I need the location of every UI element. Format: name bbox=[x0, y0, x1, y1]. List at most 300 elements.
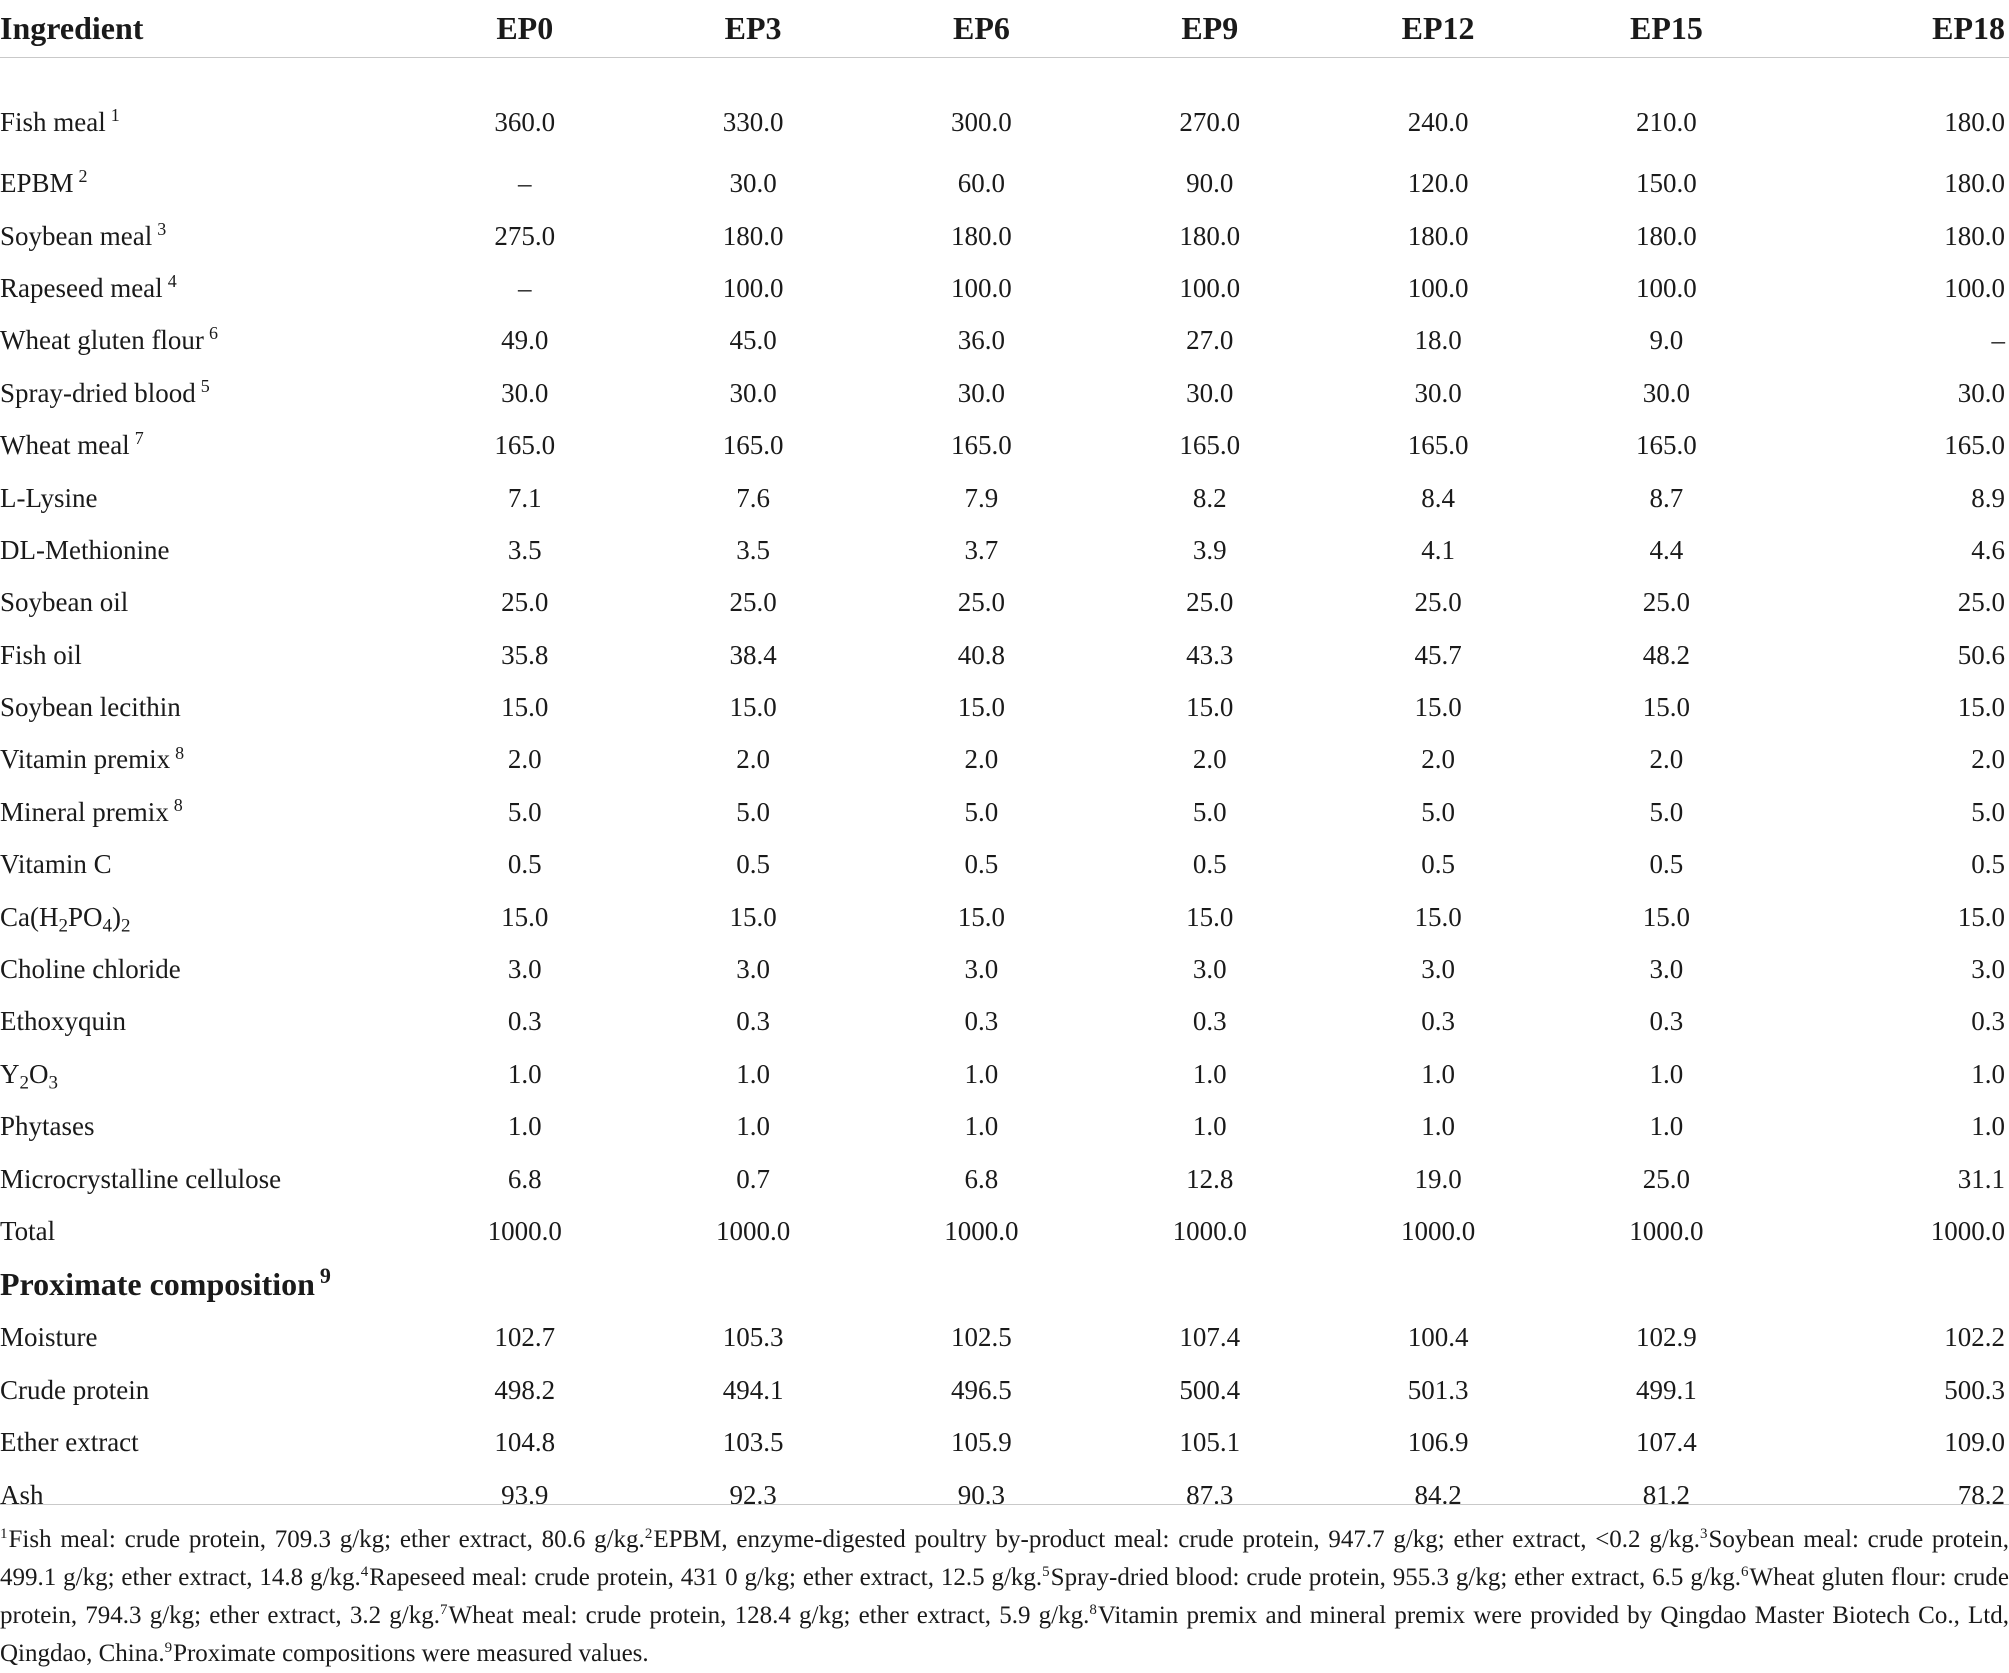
cell-value: 500.4 bbox=[1179, 1374, 1241, 1405]
cell-value: 180.0 bbox=[1944, 220, 2005, 251]
footnote-text: Vitamin premix and mineral premix were provided by Qingdao Master Biotech Co., Ltd, Qingdao, China. bbox=[0, 1602, 2009, 1667]
row-label-text: Ash bbox=[0, 1479, 44, 1510]
cell-value: 1000.0 bbox=[487, 1216, 562, 1246]
table-row bbox=[0, 1101, 2009, 1153]
table-row bbox=[0, 315, 2009, 367]
cell-value: 45.7 bbox=[1414, 639, 1462, 670]
cell-value: 30.0 bbox=[1957, 377, 2005, 408]
cell-value: 3.0 bbox=[1971, 954, 2005, 985]
footnote-text: Fish meal: crude protein, 709.3 g/kg; ether extract, 80.6 g/kg. bbox=[8, 1526, 645, 1553]
row-label-text: L-Lysine bbox=[0, 482, 98, 513]
footnote-text: Proximate compositions were measured values. bbox=[173, 1640, 649, 1667]
cell-value: 25.0 bbox=[1642, 1163, 1691, 1194]
footnote bbox=[165, 1640, 649, 1667]
cell-value: 120.0 bbox=[1407, 168, 1469, 199]
cell-value: 1.0 bbox=[1421, 1058, 1455, 1089]
formula-part: PO bbox=[67, 901, 103, 932]
cell-value: 2.0 bbox=[964, 744, 999, 775]
row-label-text: Fish meal bbox=[0, 107, 106, 138]
cell-value: 43.3 bbox=[1186, 639, 1234, 670]
cell-value: 1000.0 bbox=[944, 1216, 1019, 1246]
cell-value: 45.0 bbox=[729, 325, 777, 356]
cell-value: 498.2 bbox=[494, 1374, 556, 1405]
cell-value: 2.0 bbox=[736, 744, 770, 775]
cell-value: 5.0 bbox=[1971, 796, 2005, 827]
cell-value: 165.0 bbox=[1636, 430, 1697, 461]
cell-value: 3.5 bbox=[736, 534, 770, 565]
cell-value: 25.0 bbox=[1186, 587, 1234, 618]
cell-value: 38.4 bbox=[729, 639, 777, 670]
cell-value: 496.5 bbox=[951, 1374, 1012, 1405]
cell-value: 92.3 bbox=[729, 1479, 777, 1510]
cell-value: 78.2 bbox=[1957, 1479, 2005, 1510]
table-row bbox=[0, 943, 2009, 995]
row-label-text: Wheat gluten flour bbox=[0, 325, 204, 356]
table-row bbox=[0, 419, 2009, 471]
cell-value: 240.0 bbox=[1407, 107, 1469, 138]
cell-value: 100.0 bbox=[1944, 272, 2005, 303]
cell-value: 1.0 bbox=[1971, 1111, 2005, 1142]
footnote bbox=[0, 1526, 645, 1553]
cell-value: 0.3 bbox=[964, 1006, 999, 1037]
table-row bbox=[0, 472, 2009, 524]
table-row bbox=[0, 210, 2009, 262]
row-label-text: Fish oil bbox=[0, 639, 82, 670]
cell-value: 18.0 bbox=[1414, 325, 1462, 356]
cell-value: 180.0 bbox=[951, 220, 1012, 251]
cell-value: 109.0 bbox=[1944, 1427, 2005, 1458]
formula-part: ) bbox=[112, 901, 121, 932]
cell-value: 165.0 bbox=[494, 430, 556, 461]
cell-value: 275.0 bbox=[494, 220, 556, 251]
header-ingredient: Ingredient bbox=[0, 0, 411, 58]
cell-value: 180.0 bbox=[1407, 220, 1469, 251]
table-row bbox=[0, 58, 2009, 158]
table-row bbox=[0, 734, 2009, 786]
footnote-ref: 8 bbox=[173, 794, 183, 815]
cell-value: 3.0 bbox=[736, 954, 770, 985]
cell-value: 15.0 bbox=[1414, 901, 1462, 932]
cell-value: 2.0 bbox=[1421, 744, 1455, 775]
footnote-text: Wheat gluten flour: crude protein, 794.3 g/kg; ether extract, 3.2 g/kg. bbox=[0, 1564, 2009, 1629]
footnote-ref: 3 bbox=[157, 218, 167, 239]
row-label bbox=[0, 629, 411, 681]
cell-value: 15.0 bbox=[1186, 692, 1234, 723]
cell-value: 1.0 bbox=[1971, 1058, 2005, 1089]
cell-value: 102.7 bbox=[494, 1322, 556, 1353]
footnote bbox=[361, 1564, 1042, 1591]
footnote-mark: 6 bbox=[1741, 1564, 1749, 1580]
cell-value: 5.0 bbox=[736, 796, 770, 827]
cell-value: 8.2 bbox=[1192, 482, 1227, 513]
cell-value: 1.0 bbox=[964, 1058, 999, 1089]
cell-value: 0.3 bbox=[507, 1006, 542, 1037]
footnote-mark: 3 bbox=[1700, 1526, 1708, 1542]
cell-value: 180.0 bbox=[1179, 220, 1241, 251]
footnote-text: Spray-dried blood: crude protein, 955.3 g/kg; ether extract, 6.5 g/kg. bbox=[1050, 1564, 1742, 1591]
cell-value: 180.0 bbox=[1944, 107, 2005, 138]
row-label-text: Wheat meal bbox=[0, 430, 130, 461]
cell-value: 8.7 bbox=[1649, 482, 1684, 513]
cell-value: 0.5 bbox=[964, 849, 999, 880]
cell-value: 6.8 bbox=[964, 1163, 999, 1194]
cell-value: 180.0 bbox=[722, 220, 784, 251]
cell-value: 30.0 bbox=[729, 168, 777, 199]
cell-value: – bbox=[518, 168, 532, 199]
row-label bbox=[0, 367, 411, 419]
cell-value: 1.0 bbox=[507, 1058, 542, 1089]
footnote-text: Wheat meal: crude protein, 128.4 g/kg; ether extract, 5.9 g/kg. bbox=[448, 1602, 1090, 1629]
footnote-mark: 8 bbox=[1089, 1602, 1097, 1618]
footnote-ref: 5 bbox=[200, 375, 210, 396]
cell-value: 0.5 bbox=[736, 849, 770, 880]
row-label-text: Microcrystalline cellulose bbox=[0, 1163, 282, 1194]
header-ep9: EP9 bbox=[1096, 0, 1324, 58]
cell-value: 165.0 bbox=[722, 430, 784, 461]
cell-value: 102.9 bbox=[1636, 1322, 1697, 1353]
row-label bbox=[0, 1364, 411, 1416]
cell-value: 3.9 bbox=[1192, 534, 1227, 565]
cell-value: 15.0 bbox=[501, 901, 549, 932]
cell-value: 0.3 bbox=[736, 1006, 770, 1037]
cell-value: 5.0 bbox=[507, 796, 542, 827]
table-row bbox=[0, 1416, 2009, 1468]
footnote-mark: 2 bbox=[644, 1526, 653, 1542]
footnote bbox=[440, 1602, 1089, 1629]
cell-value: 1.0 bbox=[1421, 1111, 1455, 1142]
cell-value: 7.6 bbox=[736, 482, 770, 513]
cell-value: – bbox=[1991, 325, 2005, 356]
cell-value: 31.1 bbox=[1957, 1163, 2005, 1194]
cell-value: 1.0 bbox=[1192, 1058, 1227, 1089]
row-label bbox=[0, 58, 411, 158]
table-row bbox=[0, 839, 2009, 891]
row-label-text: EPBM bbox=[0, 168, 74, 199]
row-label bbox=[0, 1101, 411, 1153]
table-row bbox=[0, 524, 2009, 576]
row-label bbox=[0, 158, 411, 210]
cell-value: 270.0 bbox=[1179, 107, 1241, 138]
table-row bbox=[0, 577, 2009, 629]
cell-value: 5.0 bbox=[964, 796, 999, 827]
subscript: 2 bbox=[121, 915, 131, 937]
cell-value: 1000.0 bbox=[1172, 1216, 1247, 1246]
cell-value: 107.4 bbox=[1179, 1322, 1241, 1353]
cell-value: 7.1 bbox=[507, 482, 542, 513]
footnote-ref: 9 bbox=[319, 1263, 331, 1289]
cell-value: 2.0 bbox=[1192, 744, 1227, 775]
cell-value: 165.0 bbox=[951, 430, 1012, 461]
table-row bbox=[0, 1048, 2009, 1100]
footnote-text: EPBM, enzyme-digested poultry by-product meal: crude protein, 947.7 g/kg; ether extract, <0.2 g/kg. bbox=[653, 1526, 1701, 1553]
row-label bbox=[0, 524, 411, 576]
table-row bbox=[0, 1153, 2009, 1205]
table-row bbox=[0, 262, 2009, 314]
cell-value: 0.5 bbox=[1192, 849, 1227, 880]
row-label bbox=[0, 996, 411, 1048]
header-ep3: EP3 bbox=[639, 0, 867, 58]
cell-value: 1.0 bbox=[1649, 1058, 1684, 1089]
cell-value: 25.0 bbox=[729, 587, 777, 618]
row-label-text: Choline chloride bbox=[0, 954, 181, 985]
cell-value: 15.0 bbox=[957, 692, 1006, 723]
row-label bbox=[0, 891, 411, 943]
cell-value: 93.9 bbox=[501, 1479, 549, 1510]
cell-value: 102.2 bbox=[1944, 1322, 2005, 1353]
cell-value: – bbox=[518, 272, 532, 303]
cell-value: 30.0 bbox=[957, 377, 1006, 408]
cell-value: 103.5 bbox=[722, 1427, 784, 1458]
formula-part: Ca(H bbox=[0, 901, 59, 932]
cell-value: 35.8 bbox=[501, 639, 549, 670]
cell-value: 3.0 bbox=[1649, 954, 1684, 985]
footnote bbox=[1042, 1564, 1741, 1591]
cell-value: 0.3 bbox=[1971, 1006, 2005, 1037]
cell-value: 15.0 bbox=[1642, 692, 1691, 723]
cell-value: 100.0 bbox=[722, 272, 784, 303]
subscript: 3 bbox=[48, 1072, 58, 1094]
row-label-text: Mineral premix bbox=[0, 796, 169, 827]
row-label bbox=[0, 681, 411, 733]
row-label bbox=[0, 210, 411, 262]
cell-value: 15.0 bbox=[1186, 901, 1234, 932]
row-label-text: Soybean lecithin bbox=[0, 692, 181, 723]
cell-value: 90.3 bbox=[957, 1479, 1006, 1510]
cell-value: 1.0 bbox=[1649, 1111, 1684, 1142]
cell-value: 87.3 bbox=[1186, 1479, 1234, 1510]
cell-value: 0.5 bbox=[1649, 849, 1684, 880]
cell-value: 15.0 bbox=[1642, 901, 1691, 932]
row-label bbox=[0, 943, 411, 995]
cell-value: 105.9 bbox=[951, 1427, 1012, 1458]
table-row bbox=[0, 996, 2009, 1048]
cell-value: 2.0 bbox=[1971, 744, 2005, 775]
cell-value: 15.0 bbox=[957, 901, 1006, 932]
row-label bbox=[0, 1205, 411, 1257]
header-ep12: EP12 bbox=[1324, 0, 1552, 58]
cell-value: 300.0 bbox=[951, 107, 1012, 138]
cell-value: 30.0 bbox=[1414, 377, 1462, 408]
cell-value: 0.3 bbox=[1192, 1006, 1227, 1037]
cell-value: 15.0 bbox=[1414, 692, 1462, 723]
cell-value: 0.3 bbox=[1421, 1006, 1455, 1037]
footnote-ref: 7 bbox=[134, 428, 144, 449]
cell-value: 180.0 bbox=[1944, 168, 2005, 199]
cell-value: 25.0 bbox=[501, 587, 549, 618]
cell-value: 5.0 bbox=[1649, 796, 1684, 827]
cell-value: 60.0 bbox=[957, 168, 1006, 199]
row-label bbox=[0, 1416, 411, 1468]
cell-value: 0.3 bbox=[1649, 1006, 1684, 1037]
row-label-text: Spray-dried blood bbox=[0, 377, 196, 408]
cell-value: 1.0 bbox=[507, 1111, 542, 1142]
cell-value: 1000.0 bbox=[1930, 1216, 2005, 1246]
row-label bbox=[0, 419, 411, 471]
cell-value: 25.0 bbox=[957, 587, 1006, 618]
table-body bbox=[0, 58, 2009, 1522]
cell-value: 0.5 bbox=[1971, 849, 2005, 880]
cell-value: 2.0 bbox=[1649, 744, 1684, 775]
table-row bbox=[0, 1312, 2009, 1364]
row-label-text: Moisture bbox=[0, 1322, 98, 1353]
cell-value: 1.0 bbox=[1192, 1111, 1227, 1142]
cell-value: 165.0 bbox=[1179, 430, 1241, 461]
table-row bbox=[0, 158, 2009, 210]
cell-value: 90.0 bbox=[1186, 168, 1234, 199]
section-row bbox=[0, 1258, 2009, 1312]
cell-value: 105.1 bbox=[1179, 1427, 1241, 1458]
row-label bbox=[0, 472, 411, 524]
cell-value: 1000.0 bbox=[1400, 1216, 1476, 1246]
cell-value: 330.0 bbox=[722, 107, 784, 138]
cell-value: 1000.0 bbox=[1629, 1216, 1704, 1246]
table-row bbox=[0, 891, 2009, 943]
cell-value: 106.9 bbox=[1407, 1427, 1469, 1458]
footnote-ref: 4 bbox=[167, 271, 177, 292]
row-label bbox=[0, 315, 411, 367]
header-ep6: EP6 bbox=[867, 0, 1095, 58]
row-label bbox=[0, 1153, 411, 1205]
row-label-text: Vitamin C bbox=[0, 849, 112, 880]
table-row bbox=[0, 1205, 2009, 1257]
cell-value: 25.0 bbox=[1414, 587, 1462, 618]
table-row bbox=[0, 367, 2009, 419]
cell-value: 3.0 bbox=[1421, 954, 1455, 985]
footnote-mark: 5 bbox=[1042, 1564, 1050, 1580]
cell-value: 3.7 bbox=[964, 534, 999, 565]
table-footnotes bbox=[0, 1504, 2009, 1673]
cell-value: 100.0 bbox=[951, 272, 1012, 303]
row-label-text: Soybean meal bbox=[0, 220, 153, 251]
row-label bbox=[0, 786, 411, 838]
header-ep15: EP15 bbox=[1552, 0, 1780, 58]
header-ep0: EP0 bbox=[411, 0, 639, 58]
cell-value: 104.8 bbox=[494, 1427, 556, 1458]
row-label bbox=[0, 262, 411, 314]
cell-value: 180.0 bbox=[1636, 220, 1697, 251]
cell-value: 81.2 bbox=[1642, 1479, 1691, 1510]
cell-value: 9.0 bbox=[1649, 325, 1684, 356]
cell-value: 150.0 bbox=[1636, 168, 1697, 199]
cell-value: 360.0 bbox=[494, 107, 556, 138]
cell-value: 36.0 bbox=[957, 325, 1006, 356]
footnote-mark: 7 bbox=[440, 1602, 448, 1618]
cell-value: 15.0 bbox=[501, 692, 549, 723]
row-label-text: Vitamin premix bbox=[0, 744, 171, 775]
cell-value: 4.1 bbox=[1421, 534, 1455, 565]
footnote-ref: 8 bbox=[175, 742, 185, 763]
cell-value: 102.5 bbox=[951, 1322, 1012, 1353]
cell-value: 3.0 bbox=[507, 954, 542, 985]
cell-value: 15.0 bbox=[1957, 692, 2005, 723]
cell-value: 15.0 bbox=[1957, 901, 2005, 932]
cell-value: 19.0 bbox=[1414, 1163, 1462, 1194]
cell-value: 100.0 bbox=[1636, 272, 1697, 303]
cell-value: 49.0 bbox=[501, 325, 549, 356]
section-heading bbox=[0, 1258, 2009, 1312]
cell-value: 30.0 bbox=[729, 377, 777, 408]
header-row bbox=[0, 0, 2009, 58]
row-label bbox=[0, 839, 411, 891]
footnote-mark: 1 bbox=[0, 1526, 8, 1542]
cell-value: 1.0 bbox=[964, 1111, 999, 1142]
footnote bbox=[645, 1526, 1700, 1553]
cell-value: 6.8 bbox=[507, 1163, 542, 1194]
footnote-ref: 6 bbox=[208, 323, 218, 344]
subscript: 2 bbox=[19, 1072, 29, 1094]
cell-value: 100.0 bbox=[1407, 272, 1469, 303]
cell-value: 1000.0 bbox=[715, 1216, 791, 1246]
cell-value: 8.4 bbox=[1421, 482, 1455, 513]
row-label bbox=[0, 734, 411, 786]
cell-value: 50.6 bbox=[1957, 639, 2005, 670]
cell-value: 30.0 bbox=[1186, 377, 1234, 408]
row-label-text: Soybean oil bbox=[0, 587, 129, 618]
row-label-text: DL-Methionine bbox=[0, 534, 170, 565]
cell-value: 2.0 bbox=[507, 744, 542, 775]
footnote-text: Soybean meal: crude protein, 499.1 g/kg; ether extract, 14.8 g/kg. bbox=[0, 1526, 2009, 1591]
cell-value: 105.3 bbox=[722, 1322, 784, 1353]
table-row bbox=[0, 629, 2009, 681]
cell-value: 165.0 bbox=[1944, 430, 2005, 461]
cell-value: 27.0 bbox=[1186, 325, 1234, 356]
subscript: 2 bbox=[58, 915, 68, 937]
cell-value: 5.0 bbox=[1192, 796, 1227, 827]
cell-value: 15.0 bbox=[729, 901, 777, 932]
cell-value: 7.9 bbox=[964, 482, 999, 513]
footnote-mark: 4 bbox=[360, 1564, 369, 1580]
cell-value: 40.8 bbox=[957, 639, 1006, 670]
cell-value: 0.7 bbox=[736, 1163, 770, 1194]
cell-value: 0.5 bbox=[1421, 849, 1455, 880]
row-label-text: Ethoxyquin bbox=[0, 1006, 126, 1037]
cell-value: 8.9 bbox=[1971, 482, 2005, 513]
cell-value: 5.0 bbox=[1421, 796, 1455, 827]
table-row bbox=[0, 1364, 2009, 1416]
cell-value: 499.1 bbox=[1636, 1374, 1697, 1405]
table-row bbox=[0, 786, 2009, 838]
cell-value: 3.0 bbox=[1192, 954, 1227, 985]
subscript: 4 bbox=[102, 915, 112, 937]
cell-value: 501.3 bbox=[1407, 1374, 1469, 1405]
section-heading-text: Proximate composition bbox=[0, 1266, 315, 1303]
cell-value: 25.0 bbox=[1642, 587, 1691, 618]
cell-value: 4.4 bbox=[1649, 534, 1684, 565]
cell-value: 165.0 bbox=[1407, 430, 1469, 461]
cell-value: 15.0 bbox=[729, 692, 777, 723]
header-ep18: EP18 bbox=[1781, 0, 2009, 58]
footnote-mark: 9 bbox=[164, 1640, 173, 1656]
row-label bbox=[0, 1048, 411, 1100]
cell-value: 100.4 bbox=[1407, 1322, 1469, 1353]
cell-value: 3.5 bbox=[507, 534, 542, 565]
cell-value: 494.1 bbox=[722, 1374, 784, 1405]
formula-part: Y bbox=[0, 1058, 20, 1089]
cell-value: 25.0 bbox=[1957, 587, 2005, 618]
footnote-ref: 2 bbox=[78, 166, 88, 187]
cell-value: 1.0 bbox=[736, 1111, 770, 1142]
row-label bbox=[0, 577, 411, 629]
row-label-text: Ether extract bbox=[0, 1427, 139, 1458]
cell-value: 210.0 bbox=[1636, 107, 1697, 138]
cell-value: 30.0 bbox=[501, 377, 549, 408]
row-label bbox=[0, 1312, 411, 1364]
cell-value: 0.5 bbox=[507, 849, 542, 880]
cell-value: 500.3 bbox=[1944, 1374, 2005, 1405]
cell-value: 84.2 bbox=[1414, 1479, 1462, 1510]
row-label-text: Crude protein bbox=[0, 1374, 150, 1405]
footnote-text: Rapeseed meal: crude protein, 431 0 g/kg; ether extract, 12.5 g/kg. bbox=[369, 1564, 1043, 1591]
